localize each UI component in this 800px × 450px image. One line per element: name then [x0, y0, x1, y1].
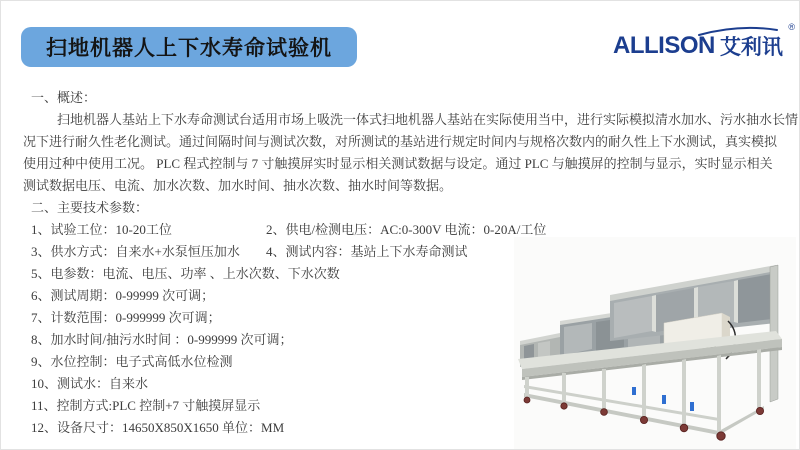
overview-line: 测试数据电压、电流、加水次数、加水时间、抽水次数、抽水时间等数据。: [23, 178, 453, 193]
overview-heading: 一、概述：: [31, 90, 97, 105]
parameter-item: 7、计数范围：0-999999 次可调；: [31, 310, 221, 325]
parameter-item: 1、试验工位：10-20工位: [31, 222, 172, 237]
brand-logo: [613, 22, 795, 71]
parameter-item: 11、控制方式:PLC 控制+7 寸触摸屏显示: [31, 398, 261, 413]
parameter-item: 9、水位控制：电子式高低水位检测: [31, 354, 233, 369]
parameter-item: 8、加水时间/抽污水时间 ：0-999999 次可调；: [31, 332, 293, 347]
parameters-heading: 二、主要技术参数：: [31, 200, 149, 215]
logo-latin-text: ALLISON: [613, 32, 715, 59]
logo-cjk-text: 艾利讯: [719, 36, 783, 59]
parameter-item: 3、供水方式：自来水+水泵恒压加水: [31, 244, 240, 259]
parameter-item: 2、供电/检测电压：AC:0-300V 电流：0-20A/工位: [266, 222, 547, 237]
overview-line: 使用过种中使用工况。 PLC 程式控制与 7 寸触摸屏实时显示相关测试数据与设定。通过 PLC 与触摸屏的控制与显示，实时显示相关: [23, 156, 773, 171]
parameter-item: 4、测试内容：基站上下水寿命测试: [266, 244, 468, 259]
page-title: 扫地机器人上下水寿命试验机: [46, 36, 332, 60]
machine-photo: [514, 237, 796, 449]
parameter-item: 6、测试周期：0-99999 次可调；: [31, 288, 215, 303]
registered-trademark-icon: ®: [788, 22, 795, 32]
title-banner: [21, 27, 357, 67]
parameter-item: 10、测试水：自来水: [31, 376, 149, 391]
machine-illustration: [514, 237, 796, 449]
overview-line: 扫地机器人基站上下水寿命测试台适用市场上吸洗一体式扫地机器人基站在实际使用当中，进行实际模拟清水加水、污水抽水长情: [57, 112, 799, 127]
parameter-item: 12、设备尺寸：14650X850X1650 单位：MM: [31, 420, 285, 435]
overview-line: 况下进行耐久性老化测试。通过间隔时间与测试次数，对所测试的基站进行规定时间内与规格次数内的耐久性上下水测试，真实模拟: [23, 134, 778, 149]
parameter-item: 5、电参数：电流、电压、功率 、上水次数、下水次数: [31, 266, 340, 281]
logo-swoosh-icon: [697, 23, 783, 37]
